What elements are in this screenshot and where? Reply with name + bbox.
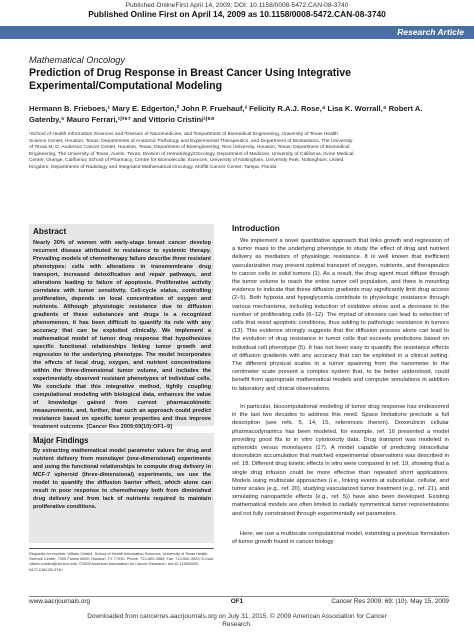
citation-info: Cancer Res 2009; 69: (10). May 15, 2009 — [331, 598, 449, 605]
footer-divider — [29, 596, 449, 597]
header-line-2: Published Online First on April 14, 2009 as 10.1158/0008-5472.CAN-08-3740 — [88, 9, 386, 19]
page-number: OF1 — [230, 598, 244, 605]
introduction-paragraph-1: We implement a novel quantitative approach that links growth and regression of a tumor mass to the underlying phenotype to study the effect of drug and nutrient delivery as mediators of physiologic resistance. It is well known that inefficient vascularization may prevent optimal transport of oxygen, nutrients, and therapeutics to cancer cells in solid tumors (1). As a result, the drug agent must diffuse through the tumor volume to reach the entire tumor cell population, and there is mounting evidence to indicate that these diffusion gradients may significantly limit drug access (2–5). Both hypoxia and hypoglycemia contribute to physiologic resistance through various mechanisms, including induction of oxidative stress and a decrease in the number of proliferating cells (6–12). The myriad of stresses can lead to selection of cells that resist apoptotic conditions, thus adding to pathologic resistance in tumors (13). This evidence strongly suggests that the diffusion process alone can lead to the evolution of drug resistance in tumor cells that exceeds predictions based on individual cell phenotype (5). It has not been easy to quantify the resistance effects of diffusion gradients with any accuracy that can be exploited in a clinical setting. The different physical scales in a tumor spanning from the nanometer to the centimeter scale present a complex system that, to be better understood, could benefit from appropriate mathematical models and computer simulations in addition to laboratory and clinical observations. — [232, 238, 449, 392]
journal-url[interactable]: www.aacrjournals.org — [29, 598, 91, 605]
footnote-divider — [29, 548, 214, 549]
download-notice — [0, 613, 474, 629]
article-type-band — [0, 26, 474, 39]
download-notice-line-1: Downloaded from cancerres.aacrjournals.org on July 31, 2015. © 2009 American Association for Cancer — [87, 613, 387, 620]
introduction-paragraph-2: In particular, biocomputational modeling of tumor drug response has endeavored in the last two decades to address this need. Space limitations preclude a full description (see refs. 5, 14, 15, references therein). Doxorubicin cellular pharmacodynamics has been modeled, for example, ref. 16 presented a model providing good fits to in vitro cytotoxicity data. Drug transport was modeled in spheroids versus monolayers (17). A model capable of predicting intracellular doxorubicin accumulation that matched experimental observations was described in ref. 18. Different drug kinetic effects in vitro were compared in ref. 19, showing that a single drug infusion could be more effective than repeated short applications. Models using multiscale approaches (i.e., linking events at subcellular, cellular, and tumor scales (e.g., ref. 20), studying vascularized tumor treatment (e.g., ref. 21), and simulating nanoparticle effects (e.g., ref. 5)) have also been developed. Existing mathematical models are often limited to radially symmetrical tumor representations and not fully constrained through experimentally set parameters. — [232, 404, 449, 517]
article-type-label: Research Article — [397, 27, 464, 37]
author-list: Hermann B. Frieboes,¹ Mary E. Edgerton,² John P. Fruehauf,³ Felicity R.A.J. Rose,⁴ Lisa K. Worrall,⁴ Robert A. Gatenby,⁵ Mauro Ferrari,¹ʲ³⁶⁷ and Vittorio Cristini¹ʲ⁶⁸ — [29, 104, 423, 124]
reprint-footnote: Requests for reprints: Vittorio Cristini, School of Health Information Sciences, University of Texas Health Science Center, 7000 Fannin #600, Houston, TX 77030. Phone: 713-500-3965; Fax: 713-500-3929; E-mail: vittorio.cristini@uth.tmc.edu. ©2009 American Association for Cancer Research. doi:10.1158/0008-5472.CAN-08-3740 — [29, 551, 214, 572]
major-findings-heading: Major Findings — [33, 436, 89, 445]
abstract-text: Nearly 30% of women with early-stage breast cancer develop recurrent disease attributed to resistance to systemic therapy. Prevailing models of chemotherapy failure describe three resistant phenotypes: cells with alterations in transmembrane drug transport, increased detoxification and repair pathways, and alterations leading to failure of apoptosis. Proliferative activity correlates with tumor sensitivity. Cell-cycle status, controlling proliferation, depends on local concentration of oxygen and nutrients. Although physiologic resistance due to diffusion gradients of these substances and drugs is a recognized phenomenon, it has been difficult to quantify its role with any accuracy that can be exploited clinically. We implement a mathematical model of tumor drug response that hypothesizes specific functional relationships linking tumor growth and regression to the underlying phenotype. The model incorporates the effects of local drug, oxygen, and nutrient concentrations within the three-dimensional tumor volume, and includes the experimentally observed resistant phenotypes of individual cells. We conclude that this integrative method, tightly coupling computational modeling with biological data, enhances the value of knowledge gained from current pharmacokinetic measurements, and, further, that such an approach could predict resistance based on specific tumor properties and thus improve treatment outcome. [Cancer Res 2009;69(10):OF1–9] — [33, 240, 211, 430]
abstract-heading: Abstract — [33, 227, 67, 236]
download-notice-line-2: Research. — [222, 621, 252, 628]
page-header — [0, 2, 474, 18]
affiliations: ¹School of Health Information Sciences and ²Division of Nanomedicine, and ³Department of Biomedical Engineering, University of Texas Health Science Center, Houston, Texas; Departments of Anatomic Pathology and Experimental Therapeutics, and Department of Biostatistics, The University of Texas M. D. Anderson Cancer Center, Houston, Texas; Department of Bioengineering, Rice University, Houston, Texas; Department of Biomedical Engineering, The University of Texas, Austin, Texas; Division of Hematology/Oncology, Department of Medicine, University of California, Irvine Medical Center, Orange, California; School of Pharmacy, Centre for Biomolecular Sciences, University of Nottingham, University Park, Nottingham, United Kingdom; Departments of Radiology and Integrated Mathematical Oncology, Moffitt Cancer Center, Tampa, Florida — [29, 132, 354, 170]
introduction-heading: Introduction — [232, 224, 280, 233]
introduction-paragraph-3: Here, we use a multiscale computational model, extending a previous formulation of tumor growth found in cancer biology — [232, 531, 449, 546]
header-line-1: Published OnlineFirst April 14, 2009; DOI: 10.1158/0008-5472.CAN-08-3740 — [125, 2, 349, 9]
section-label: Mathematical Oncology — [29, 55, 126, 65]
major-findings-text: By extracting mathematical model parameter values for drug and nutrient delivery from monolayer (one-dimensional) experiments and using the functional relationships to compute drug delivery in MCF-7 spheroid (three-dimensional) experiments, we use the model to quantify the diffusion barrier effect, which alone can result in poor response to chemotherapy both from diminished drug delivery and from lack of nutrients required to maintain proliferative conditions. — [33, 448, 211, 510]
article-title: Prediction of Drug Response in Breast Cancer Using Integrative Experimental/Computational Modeling — [29, 67, 352, 92]
